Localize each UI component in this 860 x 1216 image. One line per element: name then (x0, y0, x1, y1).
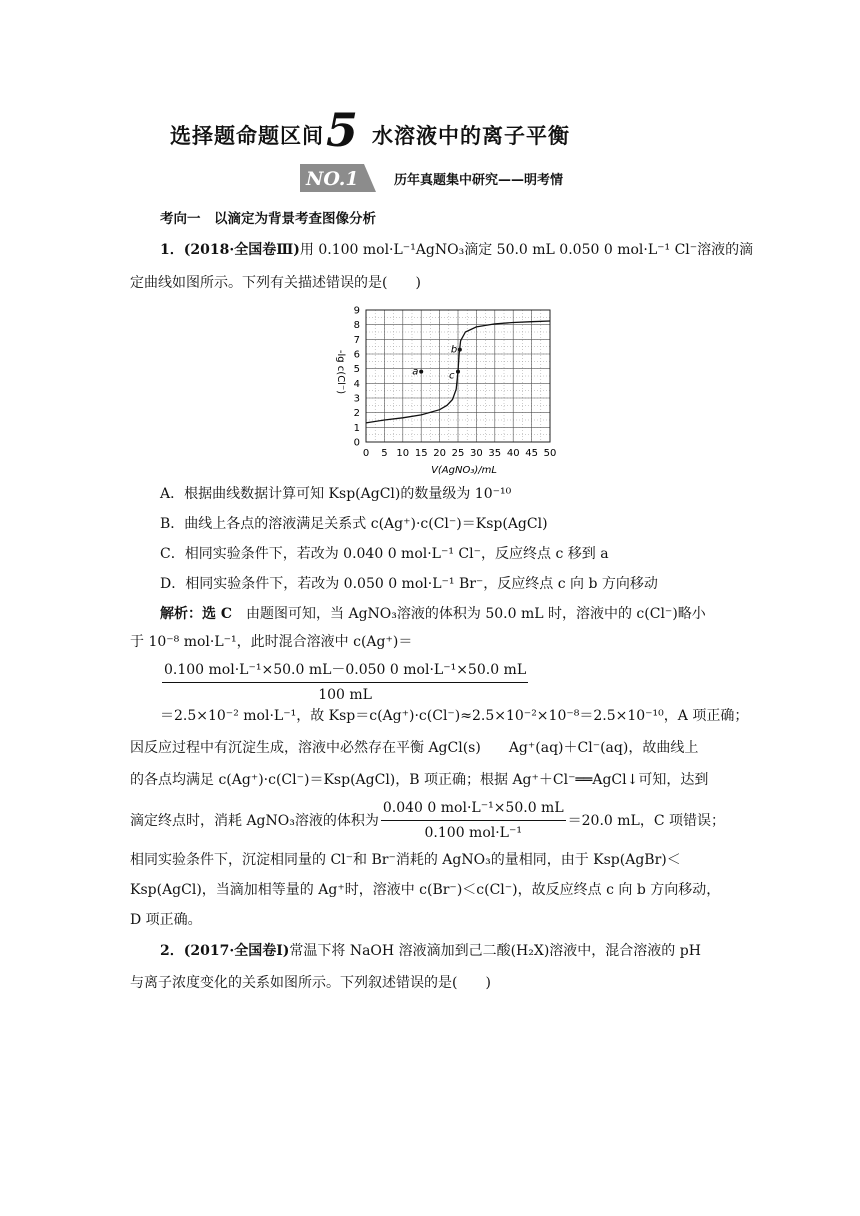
q2-stem-1: 常温下将 NaOH 溶液滴加到己二酸(H₂X)溶液中，混合溶液的 pH (289, 943, 701, 959)
analysis-text-6-pre: 滴定终点时，消耗 AgNO₃溶液的体积为 (130, 812, 379, 829)
analysis-line-2: 于 10⁻⁸ mol·L⁻¹，此时混合溶液中 c(Ag⁺)＝ (130, 634, 413, 650)
y-tick-label: 2 (353, 408, 360, 420)
q2-number: 2． (160, 943, 184, 959)
analysis-line-1 (160, 604, 706, 624)
option-a: A．根据曲线数据计算可知 Ksp(AgCl)的数量级为 10⁻¹⁰ (160, 486, 512, 502)
x-axis-label: V(AgNO₃)/mL (431, 465, 497, 476)
title-number: 5 (326, 103, 359, 157)
fraction-1-numerator: 0.100 mol·L⁻¹×50.0 mL－0.050 0 mol·L⁻¹×50.0 mL (162, 660, 528, 683)
y-tick-label: 4 (353, 378, 360, 390)
point-c (456, 370, 460, 374)
y-tick-label: 3 (353, 393, 360, 405)
x-tick-label: 40 (506, 448, 520, 459)
option-b: B．曲线上各点的溶液满足关系式 c(Ag⁺)·c(Cl⁻)＝Ksp(AgCl) (160, 516, 548, 532)
q1-stem-1: 用 0.100 mol·L⁻¹AgNO₃滴定 50.0 mL 0.050 0 mol·L⁻¹ Cl⁻溶液的滴 (299, 242, 754, 258)
x-tick-label: 10 (396, 448, 410, 459)
x-tick-label: 30 (470, 448, 483, 459)
analysis-fraction-1 (160, 660, 530, 705)
section-banner (300, 164, 563, 192)
x-tick-label: 25 (451, 448, 465, 459)
x-tick-label: 50 (543, 448, 557, 459)
y-tick-label: 7 (353, 334, 360, 346)
analysis-line-3: ＝2.5×10⁻² mol·L⁻¹，故 Ksp＝c(Ag⁺)·c(Cl⁻)≈2.5×10⁻²×10⁻⁸＝2.5×10⁻¹⁰，A 项正确； (160, 708, 749, 724)
analysis-text-6-post: ＝20.0 mL，C 项错误； (567, 812, 725, 829)
chart-axes (354, 306, 557, 460)
q2-line-1 (160, 941, 701, 961)
analysis-line-9: D 项正确。 (130, 912, 202, 928)
analysis-line-5: 的各点均满足 c(Ag⁺)·c(Cl⁻)＝Ksp(AgCl)，B 项正确；根据 Ag⁺＋Cl⁻══AgCl↓可知，达到 (130, 772, 709, 788)
y-tick-label: 5 (353, 364, 360, 376)
y-tick-label: 6 (353, 349, 360, 361)
y-tick-label: 9 (353, 305, 360, 317)
x-tick-label: 15 (414, 448, 428, 459)
titration-chart (318, 300, 568, 480)
point-a (419, 370, 423, 374)
analysis-line-8: Ksp(AgCl)，当滴加相等量的 Ag⁺时，溶液中 c(Br⁻)＜c(Cl⁻)，故反应终点 c 向 b 方向移动， (130, 882, 721, 898)
title-part1: 选择题命题区间 (170, 124, 324, 148)
x-tick-label: 20 (433, 448, 446, 459)
x-tick-label: 35 (488, 448, 502, 459)
fraction-1-denominator: 100 mL (318, 687, 372, 703)
x-tick-label: 0 (362, 448, 370, 459)
fraction-2-numerator: 0.040 0 mol·L⁻¹×50.0 mL (381, 798, 566, 821)
x-tick-label: 5 (381, 448, 388, 459)
analysis-line-6 (130, 798, 725, 843)
chapter-title (170, 100, 571, 157)
y-tick-label: 1 (353, 422, 360, 434)
fraction-2-denominator: 0.100 mol·L⁻¹ (424, 825, 522, 841)
option-c: C．相同实验条件下，若改为 0.040 0 mol·L⁻¹ Cl⁻，反应终点 c 移到 a (160, 546, 609, 562)
fraction-2 (381, 798, 566, 843)
fraction-1 (162, 660, 528, 705)
q2-stem-2: 与离子浓度变化的关系如图所示。下列叙述错误的是( ) (130, 975, 491, 991)
q1-line-1 (160, 240, 753, 260)
point-label-a: a (412, 366, 419, 378)
option-d: D．相同实验条件下，若改为 0.050 0 mol·L⁻¹ Br⁻，反应终点 c 向 b 方向移动 (160, 576, 658, 592)
y-tick-label: 8 (353, 320, 360, 332)
analysis-choice: 选 C (202, 606, 233, 622)
chart-points (412, 345, 462, 382)
y-tick-label: 0 (353, 437, 360, 449)
title-part2: 水溶液中的离子平衡 (372, 124, 571, 148)
section-text: 历年真题集中研究——明考情 (394, 172, 564, 188)
point-b (458, 348, 462, 352)
no-badge (300, 164, 380, 192)
q2-source: (2017·全国卷Ⅰ) (183, 943, 290, 959)
q1-number: 1． (160, 242, 184, 258)
q1-stem-2: 定曲线如图所示。下列有关描述错误的是( ) (130, 275, 421, 291)
analysis-line-7: 相同实验条件下，沉淀相同量的 Cl⁻和 Br⁻消耗的 AgNO₃的量相同，由于 Ksp(AgBr)＜ (130, 852, 681, 868)
topic-heading: 考向一 以滴定为背景考查图像分析 (160, 211, 376, 227)
y-axis-label: -lg c(Cl⁻) (335, 349, 346, 395)
x-tick-label: 45 (525, 448, 538, 459)
analysis-line-4: 因反应过程中有沉淀生成，溶液中必然存在平衡 AgCl(s) Ag⁺(aq)＋Cl⁻(aq)，故曲线上 (130, 740, 699, 756)
analysis-label: 解析： (160, 606, 202, 622)
point-label-b: b (450, 344, 458, 356)
no-badge-text: NO.1 (306, 168, 359, 190)
point-label-c: c (449, 370, 455, 382)
q1-source: (2018·全国卷Ⅲ) (183, 242, 300, 258)
analysis-text-1: 由题图可知，当 AgNO₃溶液的体积为 50.0 mL 时，溶液中的 c(Cl⁻)略小 (246, 606, 706, 622)
